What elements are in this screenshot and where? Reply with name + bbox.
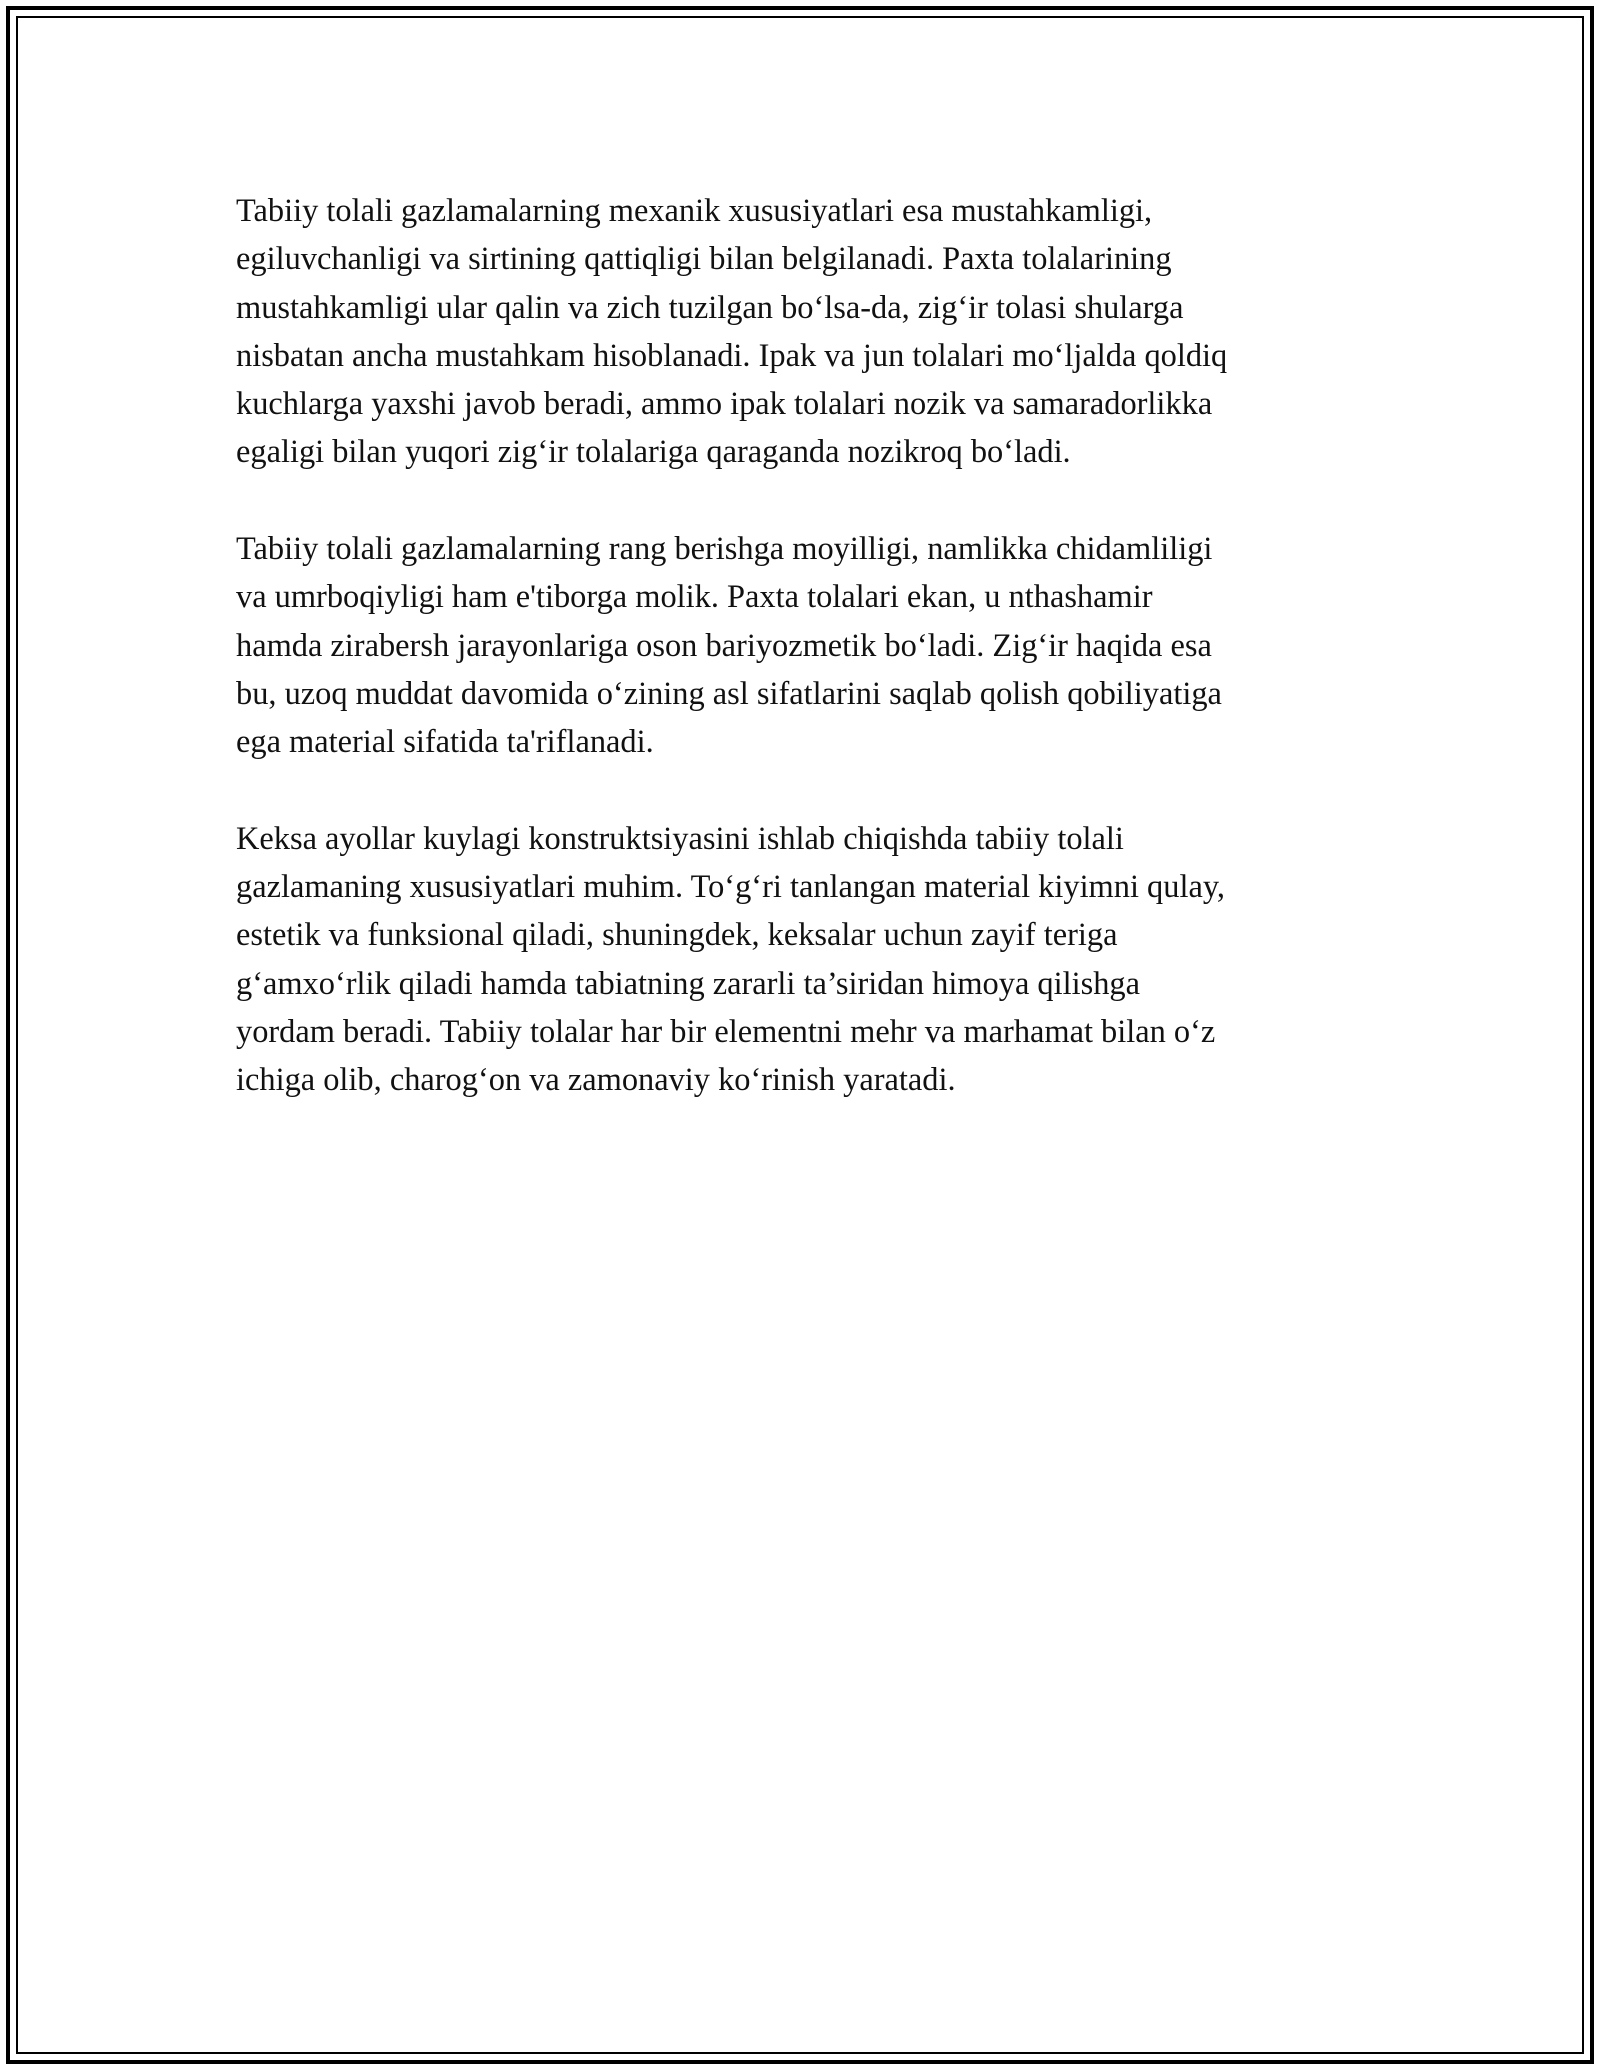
text-line: ichiga olib, charog‘on va zamonaviy ko‘rinish yaratadi. [236,1062,956,1099]
paragraph-fiber-mechanics [236,187,1376,477]
text-line: estetik va funksional qiladi, shuningdek, keksalar uchun zayif teriga [236,917,1118,954]
text-line: nisbatan ancha mustahkam hisoblanadi. Ipak va jun tolalari mo‘ljalda qoldiq [236,337,1228,374]
text-line: hamda zirabersh jarayonlariga oson bariyozmetik bo‘ladi. Zig‘ir haqida esa [236,627,1212,664]
paragraph-dye-moisture [236,525,1376,766]
text-line: Keksa ayollar kuylagi konstruktsiyasini ishlab chiqishda tabiiy tolali [236,820,1124,857]
text-line: egiluvchanligi va sirtining qattiqligi bilan belgilanadi. Paxta tolalarining [236,241,1172,278]
text-line: bu, uzoq muddat davomida o‘zining asl sifatlarini saqlab qolish qobiliyatiga [236,675,1222,712]
text-line: va umrboqiyligi ham e'tiborga molik. Paxta tolalari ekan, u nthashamir [236,579,1153,616]
text-line: g‘amxo‘rlik qiladi hamda tabiatning zararli ta’siridan himoya qilishga [236,965,1140,1002]
document-body [236,187,1376,1153]
text-line: mustahkamligi ular qalin va zich tuzilgan bo‘lsa-da, zig‘ir tolasi shularga [236,289,1184,326]
text-line: kuchlarga yaxshi javob beradi, ammo ipak tolalari nozik va samaradorlikka [236,386,1213,423]
text-line: Tabiiy tolali gazlamalarning mexanik xususiyatlari esa mustahkamligi, [236,193,1153,229]
text-line: gazlamaning xususiyatlari muhim. To‘g‘ri tanlangan material kiyimni qulay, [236,869,1226,906]
text-line: ega material sifatida ta'riflanadi. [236,724,654,761]
paragraph-elderly-dress-design [236,815,1376,1105]
text-line: yordam beradi. Tabiiy tolalar har bir elementni mehr va marhamat bilan o‘z [236,1014,1216,1051]
text-line: Tabiiy tolali gazlamalarning rang berishga moyilligi, namlikka chidamliligi [236,531,1213,568]
text-line: egaligi bilan yuqori zig‘ir tolalariga qaraganda nozikroq bo‘ladi. [236,434,1071,471]
